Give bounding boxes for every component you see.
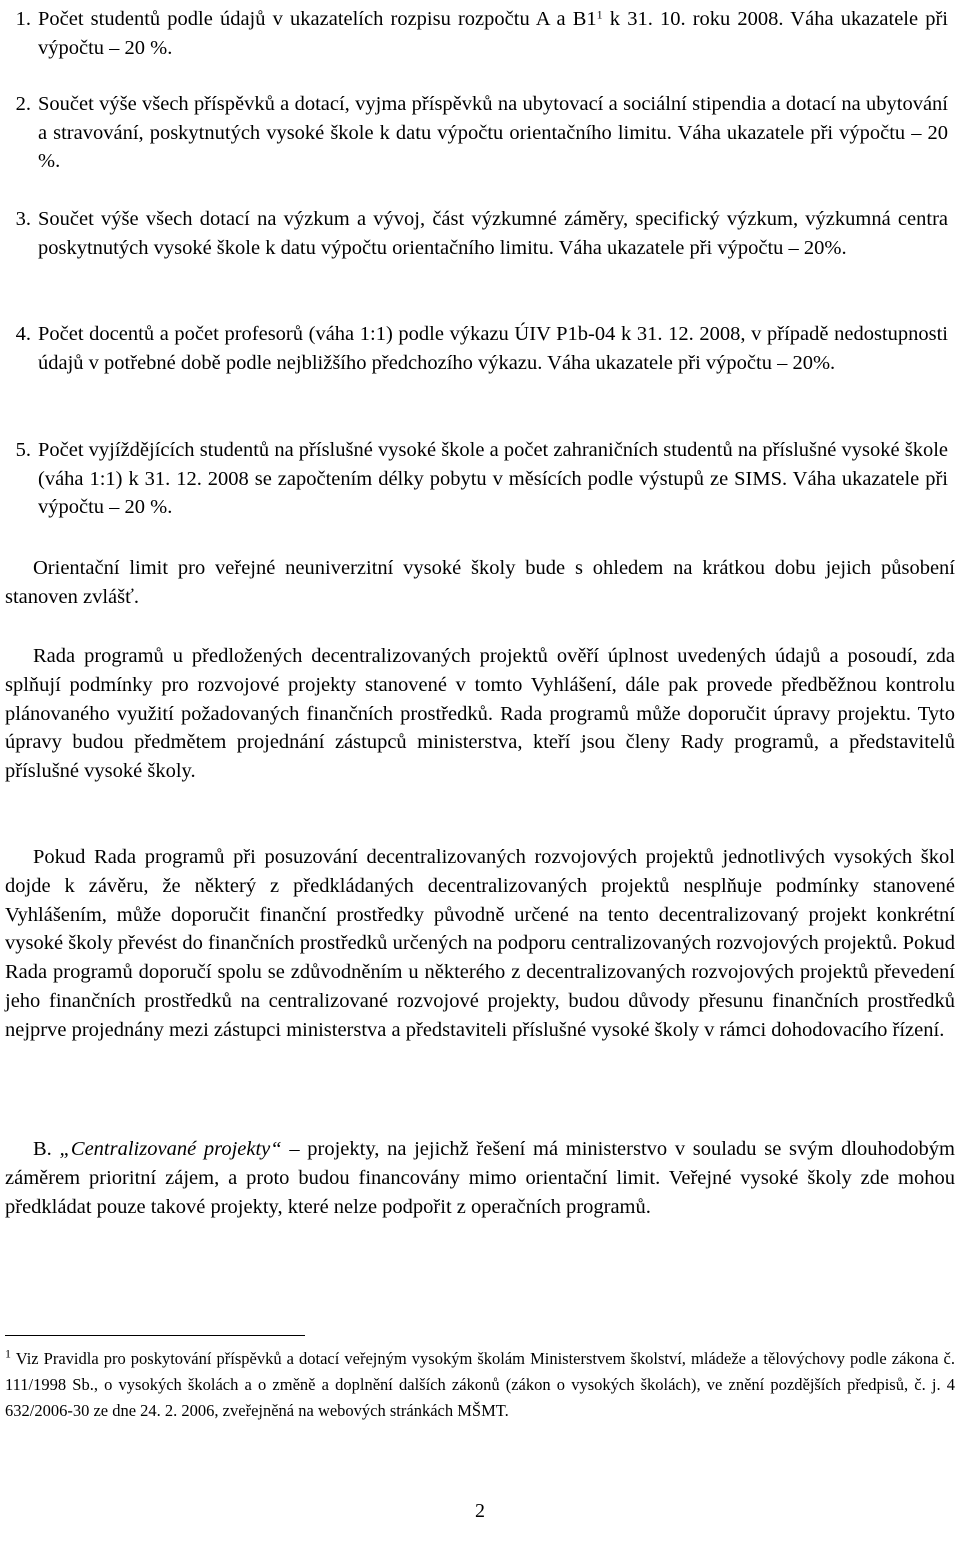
list-number: 5. (15, 439, 31, 461)
section-title: „Centralizované projekty“ (59, 1138, 282, 1160)
section-label: B. (33, 1138, 52, 1160)
list-number: 2. (15, 93, 31, 115)
list-text: Počet docentů a počet profesorů (váha 1:1) podle výkazu ÚIV P1b-04 k 31. 12. 2008, v případě nedostupnosti údajů v potřebné době podle nejbližšího předchozího výkazu. Váha ukazatele při výpočtu – 20%. (38, 323, 948, 374)
footnote-marker: 1 (5, 1346, 11, 1361)
list-text: Počet studentů podle údajů v ukazatelích rozpisu rozpočtu A a $B1^1$ k 31. 10. roku 2008. Váha ukazatele při výpočtu – 20 %. (38, 7, 948, 59)
page-number: 2 (475, 1500, 485, 1522)
footnote-reference[interactable]: 1 (596, 7, 603, 22)
list-item-3 (0, 205, 955, 262)
list-item-2 (0, 90, 955, 176)
list-number: 3. (15, 208, 31, 230)
paragraph-rada-programu: Rada programů u předložených decentralizovaných projektů ověří úplnost uvedených údajů a posoudí, zda splňují podmínky pro rozvojové projekty stanovené v tomto Vyhlášení, dále pak provede předběžnou kontrolu plánovaného využití požadovaných finančních prostředků. Rada programů může doporučit úpravy projektu. Tyto úpravy budou předmětem projednání zástupců ministerstva, kteří jsou členy Rady programů, a představitelů příslušné vysoké školy. (5, 645, 955, 783)
list-item-1 (0, 5, 955, 62)
list-text: Součet výše všech příspěvků a dotací, vyjma příspěvků na ubytovací a sociální stipendia a dotací na ubytování a stravování, poskytnutých vysoké škole k datu výpočtu orientačního limitu. Váha ukazatele při výpočtu – 20 %. (38, 93, 948, 172)
paragraph-orientacni-limit: Orientační limit pro veřejné neuniverzitní vysoké školy bude s ohledem na krátkou dobu jejich působení stanoven zvlášť. (5, 557, 955, 608)
paragraph-pokud-rada: Pokud Rada programů při posuzování decentralizovaných rozvojových projektů jednotlivých vysokých škol dojde k závěru, že některý z předkládaných decentralizovaných projektů nesplňuje podmínky stanovené Vyhlášením, může doporučit finanční prostředky původně určené na tento decentralizovaný projekt konkrétní vysoké školy převést do finančních prostředků určených na podporu centralizovaných rozvojových projektů. Pokud Rada programů doporučí spolu se zdůvodněním u některého z decentralizovaných rozvojových projektů převedení jeho finančních prostředků na centralizované rozvojové projekty, budou důvody přesunu finančních prostředků nejprve projednány mezi zástupci ministerstva a představiteli příslušné vysoké školy v rámci dohodovacího řízení. (5, 846, 955, 1041)
list-item-5 (0, 436, 955, 522)
list-number: 4. (15, 323, 31, 345)
list-text: Počet vyjíždějících studentů na příslušné vysoké škole a počet zahraničních studentů na příslušné vysoké škole (váha 1:1) k 31. 12. 2008 se započtením délky pobytu v měsících podle výstupů ze SIMS. Váha ukazatele při výpočtu – 20 %. (38, 439, 948, 518)
footnote (5, 1346, 955, 1424)
footnote-divider (5, 1335, 305, 1336)
list-number: 1. (15, 8, 31, 30)
footnote-text: Viz Pravidla pro poskytování příspěvků a dotací veřejným vysokým školám Ministerstvem školství, mládeže a tělovýchovy podle zákona č. 111/1998 Sb., o vysokých školách a o změně a doplnění dalších zákonů (zákon o vysokých školách), ve znění pozdějších předpisů, č. j. 4 632/2006-30 ze dne 24. 2. 2006, zveřejněná na webových stránkách MŠMT. (5, 1349, 955, 1420)
paragraph-centralizovane-projekty: B. „Centralizované projekty“ – projekty, na jejichž řešení má ministerstvo v souladu se svým dlouhodobým záměrem prioritní zájem, a proto budou financovány mimo orientační limit. Veřejné vysoké školy zde mohou předkládat pouze takové projekty, které nelze podpořit z operačních programů. (5, 1138, 955, 1218)
list-item-4 (0, 320, 955, 377)
list-text: Součet výše všech dotací na výzkum a vývoj, část výzkumné záměry, specifický výzkum, výzkumná centra poskytnutých vysoké škole k datu výpočtu orientačního limitu. Váha ukazatele při výpočtu – 20%. (38, 208, 948, 259)
